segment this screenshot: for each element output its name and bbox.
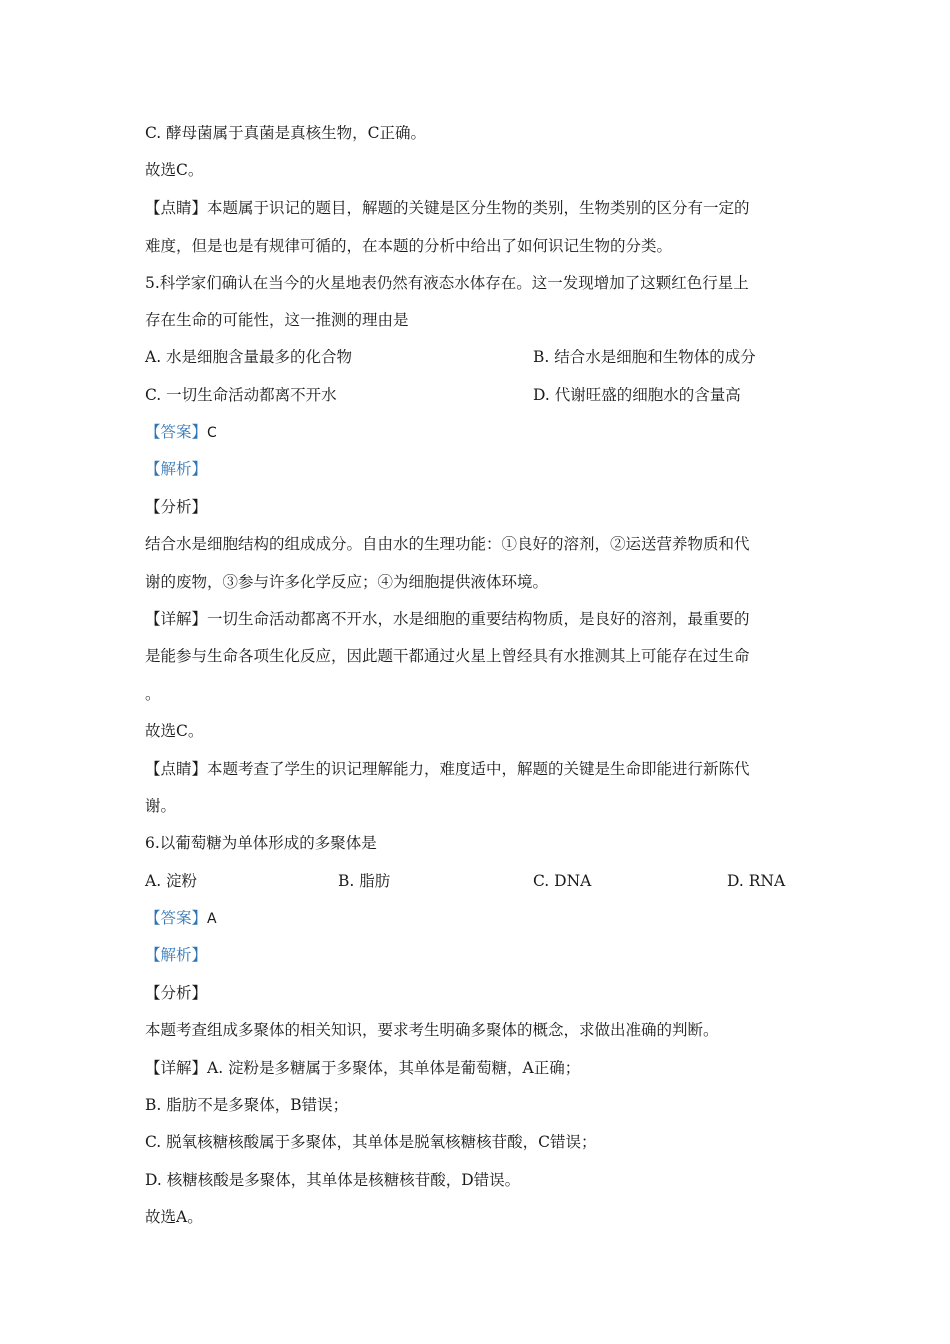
text-line: 结合水是细胞结构的组成成分。自由水的生理功能：①良好的溶剂，②运送营养物质和代 — [145, 535, 750, 553]
text-line: 本题考查组成多聚体的相关知识，要求考生明确多聚体的概念，求做出准确的判断。 — [145, 1021, 719, 1039]
text-line: C. 酵母菌属于真菌是真核生物，C正确。 — [145, 124, 427, 142]
q6-option-b: B. 脂肪 — [338, 872, 391, 890]
answer-label: 【答案】 — [145, 909, 208, 927]
text-line: 【点睛】本题属于识记的题目，解题的关键是区分生物的类别，生物类别的区分有一定的 — [145, 199, 750, 217]
text-line: 。 — [145, 685, 161, 703]
text-line: B. 脂肪不是多聚体，B错误； — [145, 1096, 349, 1114]
answer-value: A — [207, 911, 217, 927]
text-line: 谢的废物，③参与许多化学反应；④为细胞提供液体环境。 — [145, 573, 549, 591]
text-line: 是能参与生命各项生化反应，因此题干都通过火星上曾经具有水推测其上可能存在过生命 — [145, 647, 750, 665]
question-5-stem: 5.科学家们确认在当今的火星地表仍然有液态水体存在。这一发现增加了这颗红色行星上 — [145, 274, 749, 292]
q6-answer — [145, 907, 217, 930]
q5-option-a: A. 水是细胞含量最多的化合物 — [145, 348, 353, 366]
text-line: D. 核糖核酸是多聚体，其单体是核糖核苷酸，D错误。 — [145, 1171, 521, 1189]
text-line: 【详解】一切生命活动都离不开水，水是细胞的重要结构物质，是良好的溶剂，最重要的 — [145, 610, 750, 628]
q5-option-b: B. 结合水是细胞和生物体的成分 — [533, 348, 756, 366]
text-line: 故选C。 — [145, 722, 204, 740]
question-5-stem: 存在生命的可能性，这一推测的理由是 — [145, 311, 409, 329]
text-line: 难度，但是也是有规律可循的，在本题的分析中给出了如何识记生物的分类。 — [145, 237, 673, 255]
text-line: 谢。 — [145, 797, 177, 815]
q5-option-c: C. 一切生命活动都离不开水 — [145, 386, 337, 404]
text-line: 故选C。 — [145, 161, 204, 179]
q5-answer — [145, 421, 217, 444]
question-6-stem: 6.以葡萄糖为单体形成的多聚体是 — [145, 834, 377, 852]
text-line: 【点睛】本题考查了学生的识记理解能力，难度适中，解题的关键是生命即能进行新陈代 — [145, 760, 750, 778]
q6-option-d: D. RNA — [727, 872, 786, 890]
text-line: 【详解】A. 淀粉是多糖属于多聚体，其单体是葡萄糖，A正确； — [145, 1059, 581, 1077]
text-line: C. 脱氧核糖核酸属于多聚体，其单体是脱氧核糖核苷酸，C错误； — [145, 1133, 597, 1151]
fenxi-heading: 【分析】 — [145, 984, 208, 1002]
q5-option-d: D. 代谢旺盛的细胞水的含量高 — [533, 386, 741, 404]
analysis-heading: 【解析】 — [145, 460, 208, 478]
fenxi-heading: 【分析】 — [145, 498, 208, 516]
answer-label: 【答案】 — [145, 423, 208, 441]
q6-option-c: C. DNA — [533, 872, 592, 890]
q6-option-a: A. 淀粉 — [145, 872, 198, 890]
answer-value: C — [207, 425, 217, 441]
text-line: 故选A。 — [145, 1208, 203, 1226]
analysis-heading: 【解析】 — [145, 946, 208, 964]
